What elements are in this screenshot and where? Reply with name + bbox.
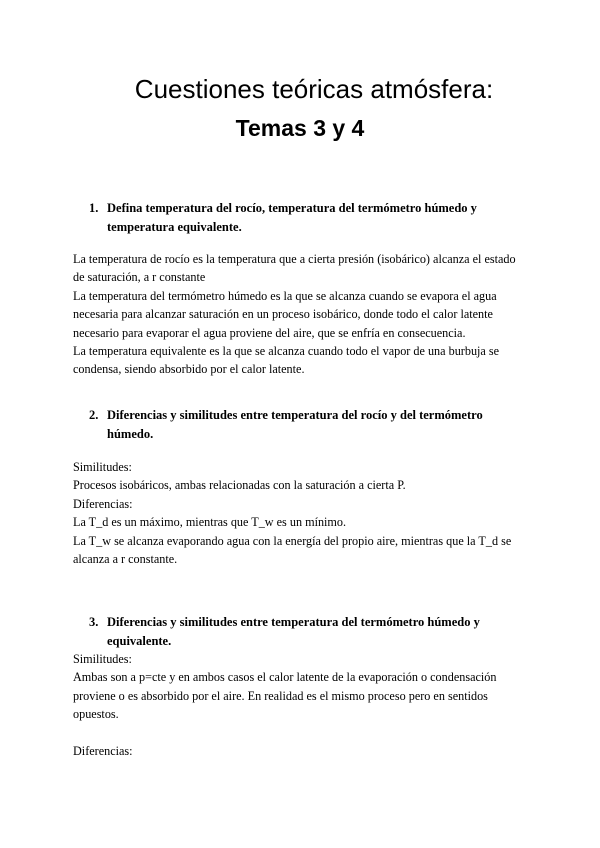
answer-2: Similitudes: Procesos isobáricos, ambas relacionadas con la saturación a cierta P. Diferencias: La T_d es un máximo, mientras que T_w es un mínimo. La T_w se alcanza evaporando agua con la energía del propio aire, mientras que la T_d se alcanza a r constante. <box>73 460 512 567</box>
question-1-text: Defina temperatura del rocío, temperatura del termómetro húmedo y temperatura equivalente. <box>107 201 477 234</box>
question-2-number: 2. <box>89 408 99 422</box>
question-3-number: 3. <box>89 615 99 629</box>
question-3 <box>89 613 519 651</box>
document-subtitle: Temas 3 y 4 <box>235 115 365 141</box>
question-3-text: Diferencias y similitudes entre temperatura del termómetro húmedo y equivalente. <box>107 615 480 648</box>
answer-3: Similitudes: Ambas son a p=cte y en ambos casos el calor latente de la evaporación o condensación proviene o es absorbido por el aire. En realidad es el mismo proceso pero en sentidos opuestos. Diferencias: <box>73 652 497 759</box>
question-2-text: Diferencias y similitudes entre temperatura del rocío y del termómetro húmedo. <box>107 408 483 441</box>
answer-1: La temperatura de rocío es la temperatura que a cierta presión (isobárico) alcanza el estado de saturación, a r constante La temperatura del termómetro húmedo es la que se alcanza cuando se evapora el agua necesaria para alcanzar saturación en un proceso isobárico, donde todo el calor latente necesario para evaporar el agua proviene del aire, que se enfría en consecuencia. La temperatura equivalente es la que se alcanza cuando todo el vapor de una burbuja se condensa, siendo absorbido por el calor latente. <box>73 252 516 377</box>
question-1-number: 1. <box>89 201 99 215</box>
question-1 <box>89 199 519 237</box>
question-2 <box>89 406 519 444</box>
document-title: Cuestiones teóricas atmósfera: <box>134 74 494 104</box>
